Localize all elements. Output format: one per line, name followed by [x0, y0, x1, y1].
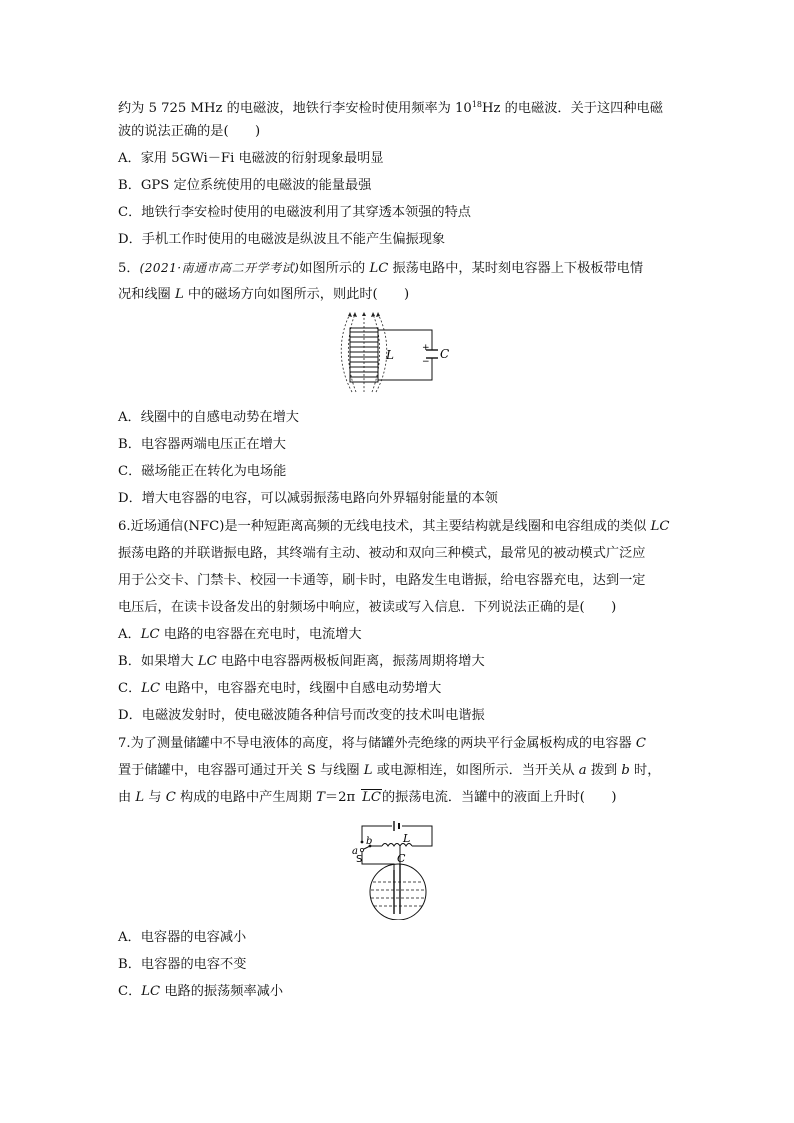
q6-line-1: 6.近场通信(NFC)是一种短距离高频的无线电技术，其主要结构就是线圈和电容组成的类似 LC — [118, 519, 670, 534]
q4-option-b: B．GPS 定位系统使用的电磁波的能量最强 — [118, 178, 372, 193]
capacitor-label: C — [397, 852, 406, 865]
q6-line-4: 电压后，在读卡设备发出的射频场中响应，被读或写入信息．下列说法正确的是( ) — [118, 600, 617, 615]
q6-option-b: B．如果增大 LC 电路中电容器两极板间距离，振荡周期将增大 — [118, 654, 485, 669]
q5-option-d: D．增大电容器的电容，可以减弱振荡电路向外界辐射能量的本领 — [118, 491, 498, 506]
capacitor-label: C — [440, 347, 450, 361]
contact-a — [361, 841, 364, 844]
q6-option-c: C．LC 电路中，电容器充电时，线圈中自感电动势增大 — [118, 681, 442, 696]
tank-capacitor-plates — [394, 864, 400, 914]
q6-option-d: D．电磁波发射时，使电磁波随各种信号而改变的技术叫电谐振 — [118, 708, 485, 723]
q7-tank-circuit-figure — [348, 814, 444, 920]
q7-line-1: 7.为了测量储罐中不导电液体的高度，将与储罐外壳绝缘的两块平行金属板构成的电容器 C — [118, 736, 646, 751]
q5-option-a: A．线圈中的自感电动势在增大 — [118, 410, 299, 425]
coil-label: L — [386, 348, 394, 362]
q7-line-3: 由 L 与 C 构成的电路中产生周期 T＝2π LC的振荡电流．当罐中的液面上升时( ) — [118, 790, 617, 805]
switch-b-label: b — [366, 836, 373, 847]
q7-option-a: A．电容器的电容减小 — [118, 930, 247, 945]
q7-line-2: 置于储罐中，电容器可通过开关 S 与线圈 L 或电源相连，如图所示．当开关从 a 拨到 b 时， — [118, 763, 661, 778]
tank-outline — [370, 864, 426, 920]
plus-sign: + — [422, 343, 430, 353]
q5-lc-circuit-figure — [330, 312, 460, 394]
q5-line-1: 5．(2021·南通市高二开学考试)如图所示的 LC 振荡电路中，某时刻电容器上下极板带电情 — [118, 261, 644, 276]
liquid-levels — [371, 882, 425, 906]
q5-option-c: C．磁场能正在转化为电场能 — [118, 464, 287, 479]
q4-option-d: D．手机工作时使用的电磁波是纵波且不能产生偏振现象 — [118, 232, 446, 247]
q5-source: (2021·南通市高二开学考试) — [139, 261, 300, 275]
inductor-label: L — [403, 832, 411, 845]
q6-option-a: A．LC 电路的电容器在充电时，电流增大 — [118, 627, 362, 642]
sqrt-argument: LC — [362, 790, 381, 805]
q4-line-2: 波的说法正确的是( ) — [118, 124, 261, 139]
switch-s-label: S — [356, 854, 363, 865]
q7-option-c: C．LC 电路的振荡频率减小 — [118, 984, 284, 999]
minus-sign: − — [422, 357, 430, 367]
q6-line-2: 振荡电路的并联谐振电路，其终端有主动、被动和双向三种模式，最常见的被动模式广泛应 — [118, 546, 646, 561]
q4-option-c: C．地铁行李安检时使用的电磁波利用了其穿透本领强的特点 — [118, 205, 471, 220]
q4-line-1: 约为 5 725 MHz 的电磁波，地铁行李安检时使用频率为 $10^{18}Hz$ 的电磁波．关于这四种电磁 — [118, 100, 663, 116]
field-arrow-heads — [348, 312, 380, 317]
switch-pivot — [360, 848, 363, 851]
battery — [394, 821, 399, 831]
q4-option-a: A．家用 5GWi－Fi 电磁波的衍射现象最明显 — [118, 151, 384, 166]
q5-line-2: 况和线圈 L 中的磁场方向如图所示，则此时( ) — [118, 287, 410, 302]
switch-a-label: a — [352, 846, 358, 857]
q7-option-b: B．电容器的电容不变 — [118, 957, 247, 972]
q6-line-3: 用于公交卡、门禁卡、校园一卡通等，刷卡时，电路发生电谐振，给电容器充电，达到一定 — [118, 573, 646, 588]
q5-option-b: B．电容器两端电压正在增大 — [118, 437, 286, 452]
